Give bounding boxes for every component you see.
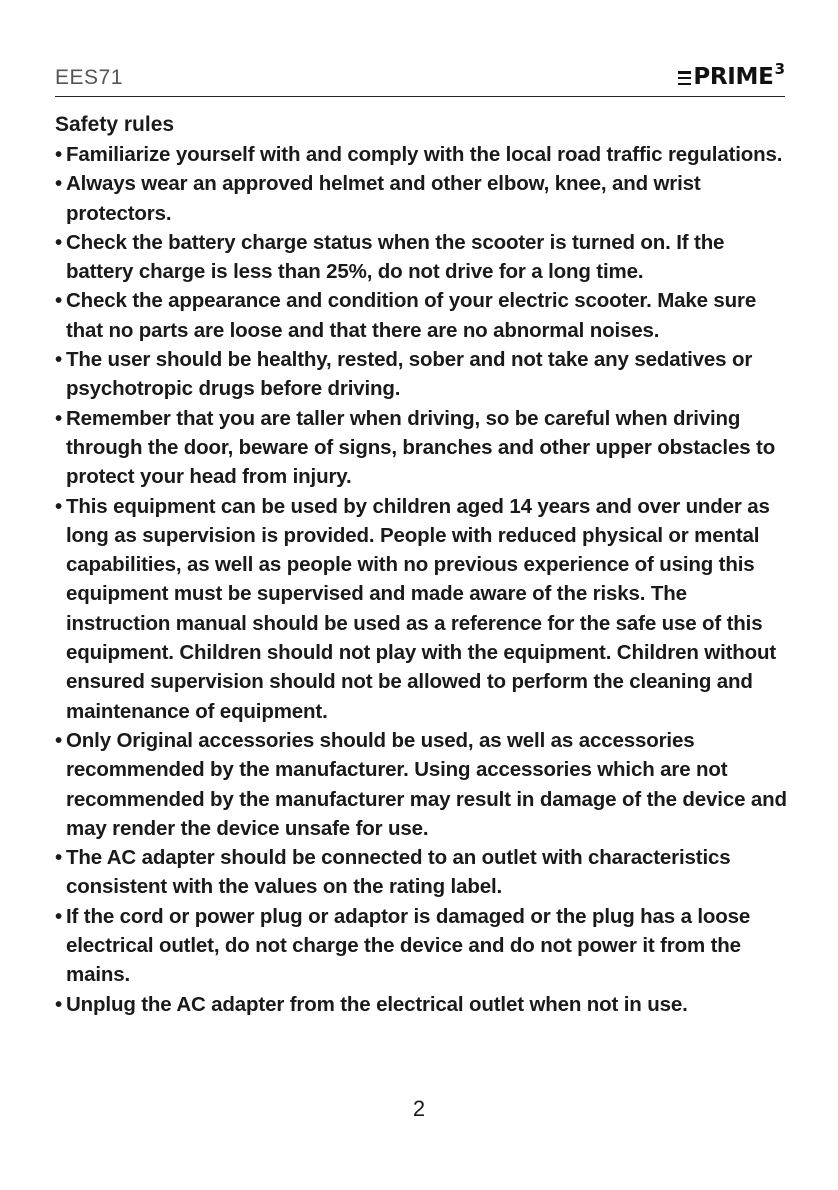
logo-superscript: 3 (774, 60, 785, 78)
bullet-icon: • (55, 728, 63, 752)
rule-text: If the cord or power plug or adaptor is damaged or the plug has a loose electrical outlet, do not charge the device and do not power it from the mains. (66, 904, 751, 987)
list-item (55, 140, 790, 169)
list-item (55, 345, 790, 404)
logo-bars-icon (678, 71, 691, 85)
logo-text: PRIME (693, 64, 774, 90)
list-item (55, 902, 790, 990)
rule-text: Familiarize yourself with and comply with the local road traffic regulations. (66, 143, 783, 166)
list-item (55, 169, 790, 228)
page-number: 2 (412, 1096, 426, 1121)
bullet-icon: • (55, 494, 63, 518)
bullet-icon: • (55, 992, 63, 1016)
list-item (55, 843, 790, 902)
bullet-icon: • (55, 143, 63, 166)
safety-rules-list (55, 140, 790, 1019)
rule-text: The user should be healthy, rested, sober and not take any sedatives or psychotropic drugs before driving. (66, 348, 753, 401)
main-content (55, 110, 790, 1019)
list-item (55, 492, 790, 726)
rule-text: Only Original accessories should be used, as well as accessories recommended by the manufacturer. Using accessories which are not recommended by the manufacturer may result in damage of the device and may render the device unsafe for use. (66, 728, 787, 840)
bullet-icon: • (55, 230, 63, 254)
rule-text: Unplug the AC adapter from the electrical outlet when not in use. (66, 992, 688, 1016)
bullet-icon: • (55, 289, 63, 313)
bullet-icon: • (55, 172, 63, 196)
rule-text: Check the appearance and condition of your electric scooter. Make sure that no parts are loose and that there are no abnormal noises. (66, 289, 757, 342)
list-item (55, 990, 790, 1019)
bullet-icon: • (55, 348, 63, 372)
list-item (55, 726, 790, 843)
bullet-icon: • (55, 846, 63, 870)
rule-text: Remember that you are taller when driving, so be careful when driving through the door, beware of signs, branches and other upper obstacles to protect your head from injury. (66, 406, 776, 489)
page-header (55, 62, 785, 97)
rule-text: Check the battery charge status when the scooter is turned on. If the battery charge is less than 25%, do not drive for a long time. (66, 230, 725, 284)
section-title: Safety rules (55, 113, 175, 136)
list-item (55, 228, 790, 287)
list-item (55, 286, 790, 345)
model-number: EES71 (55, 66, 123, 89)
bullet-icon: • (55, 406, 63, 430)
list-item (55, 404, 790, 492)
bullet-icon: • (55, 904, 63, 928)
rule-text: Always wear an approved helmet and other elbow, knee, and wrist protectors. (66, 172, 701, 225)
brand-logo (678, 62, 785, 92)
rule-text: This equipment can be used by children aged 14 years and over under as long as supervision is provided. People with reduced physical or mental capabilities, as well as people with no previous experience of using this equipment must be supervised and made aware of the risks. The instruction manual should be used as a reference for the safe use of this equipment. Children should not play with the equipment. Children without ensured supervision should not be allowed to perform the cleaning and maintenance of equipment. (66, 494, 777, 723)
rule-text: The AC adapter should be connected to an outlet with characteristics consistent with the values on the rating label. (66, 846, 731, 899)
